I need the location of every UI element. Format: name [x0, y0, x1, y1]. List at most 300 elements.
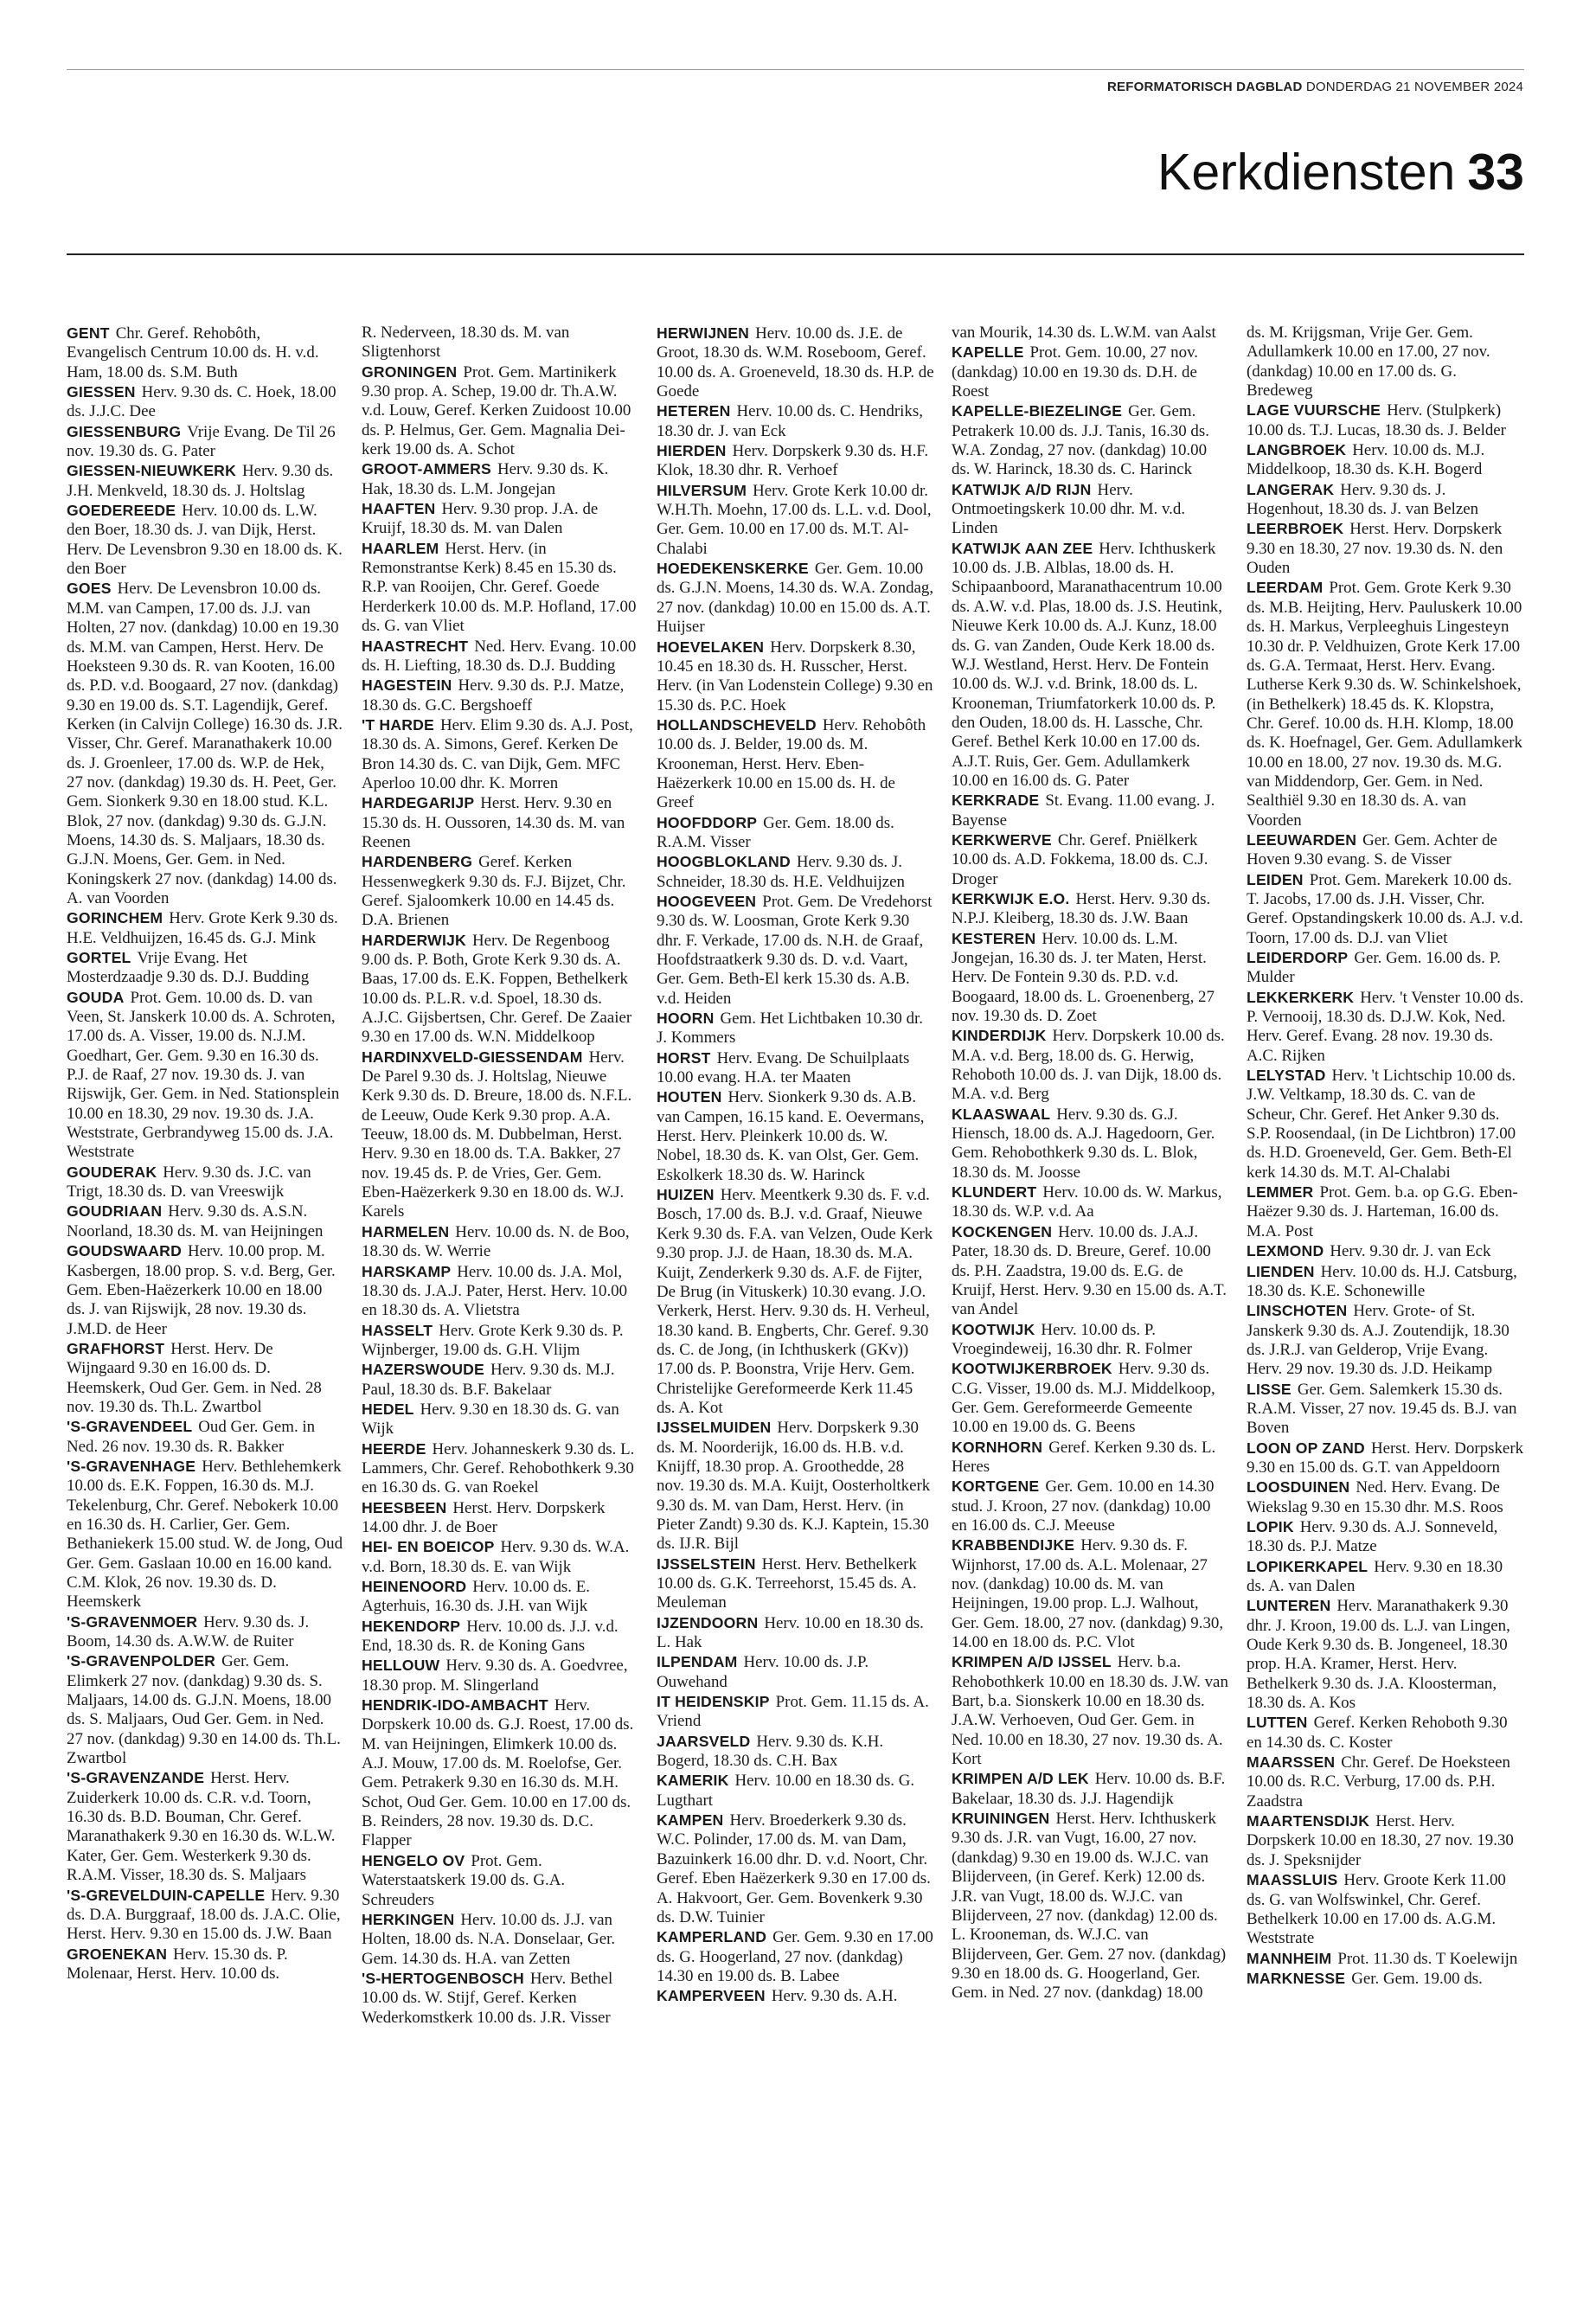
service-entry: [657, 1732, 934, 1772]
service-entry: [1247, 1811, 1524, 1870]
service-entry: [952, 1535, 1229, 1652]
service-entry: [952, 1183, 1229, 1222]
service-entry: [952, 791, 1229, 830]
service-entry: [657, 892, 934, 1009]
service-details: Ger. Gem. 10.00 en 14.30 stud. J. Kroon, 27 nov. (dankdag) 10.00 en 16.00 ds. C.J. Meeuse: [952, 1477, 1215, 1535]
place-name: GROOT-AMMERS: [362, 460, 491, 478]
service-details: Herv. Ontmoetingskerk 10.00 dhr. M. v.d. Linden: [952, 480, 1186, 538]
column-5: [1247, 324, 1524, 1989]
place-name: HOOGBLOKLAND: [657, 853, 791, 871]
service-entry: [362, 499, 639, 539]
service-entry: [362, 1439, 639, 1498]
service-entry: [362, 1969, 639, 2028]
service-details: Herv. 10.00 ds. P. Vroegindeweij, 16.30 dhr. R. Folmer: [952, 1320, 1192, 1358]
place-name: 'T HARDE: [362, 715, 434, 734]
service-details: Herv. 9.30 ds. M.J. Paul, 18.30 ds. B.F. Bakelaar: [362, 1361, 615, 1399]
service-entry: [67, 1886, 344, 1945]
place-name: 'S-GRAVENZANDE: [67, 1769, 205, 1787]
service-entry: [362, 1048, 639, 1222]
place-name: IJSSELMUIDEN: [657, 1419, 772, 1437]
service-entry: [1247, 401, 1524, 440]
service-details: Prot. Gem. 11.15 ds. A. Vriend: [657, 1693, 929, 1731]
service-details: Ger. Gem. 10.00 ds. G.J.N. Moens, 14.30 ds. W.A. Zondag, 27 nov. (dankdag) 10.00 en 15.00 ds. A.T. Huijser: [657, 560, 934, 637]
place-name: KORTGENE: [952, 1477, 1040, 1496]
service-entry: [657, 1692, 934, 1732]
service-entry: [362, 1656, 639, 1695]
service-entry: [1247, 1517, 1524, 1557]
service-details: Herv. De Regenboog 9.00 ds. P. Both, Grote Kerk 9.30 ds. A. Baas, 17.00 ds. E.K. Foppen, Bethelkerk 10.00 ds. P.L.R. v.d. Spoel, 18.30 ds. A.J.C. Gijsbertsen, Chr. Geref. De Zaaier 9.30 en 17.00 ds. W.N. Middelkoop: [362, 931, 632, 1047]
service-details: Herv. Grote Kerk 9.30 ds. H.E. Veldhuijzen, 16.45 ds. G.J. Mink: [67, 909, 338, 947]
service-details: Ger. Gem. Salemkerk 15.30 ds. R.A.M. Visser, 27 nov. 19.45 ds. B.J. van Boven: [1247, 1380, 1517, 1438]
place-name: GOES: [67, 580, 112, 598]
service-entry: [1247, 324, 1524, 401]
place-name: IT HEIDENSKIP: [657, 1693, 770, 1711]
place-name: HUIZEN: [657, 1186, 715, 1204]
place-name: KATWIJK A/D RIJN: [952, 480, 1092, 498]
service-details: Herv. 9.30 ds. F. Wijnhorst, 17.00 ds. A.L. Molenaar, 27 nov. (dankdag) 10.00 ds. M. van Heijningen, 19.00 prop. L.J. Walhout, Ger. Gem. 18.00, 27 nov. (dankdag) 9.30, 14.00 en 18.00 ds. P.C. Vlot: [952, 1536, 1224, 1652]
service-entry: [362, 324, 639, 362]
place-name: LISSE: [1247, 1380, 1292, 1398]
service-details: Herv. Grote Kerk 10.00 dr. W.H.Th. Moehn, 17.00 ds. L.L. v.d. Dool, Ger. Gem. 10.00 en 17.00 ds. M.T. Al-Chalabi: [657, 481, 932, 558]
service-entry: [1247, 1066, 1524, 1183]
service-entry: [657, 324, 934, 401]
service-details: Herv. De Levensbron 10.00 ds. M.M. van Campen, 17.00 ds. J.J. van Holten, 27 nov. (dankdag) 10.00 en 19.30 ds. M.M. van Campen, Herst. Herv. De Hoeksteen 9.30 ds. R. van Kooten, 16.00 ds. P.D. v.d. Boogaard, 27 nov. (dankdag) 9.30 en 19.00 ds. S.T. Lagendijk, Geref. Kerken (in Calvijn College) 16.30 ds. J.R. Visser, Chr. Geref. Maranathakerk 10.00 ds. J. Groenleer, 17.00 ds. W.P. de Hek, 27 nov. (dankdag) 19.30 ds. H. Peet, Ger. Gem. Sionkerk 9.30 en 18.00 stud. K.L. Blok, 27 nov. (dankdag) 9.30 ds. G.J.N. Moens, 14.30 ds. S. Maljaars, 18.30 ds. G.J.N. Moens, Ger. Gem. in Ned. Koningskerk 27 nov. (dankdag) 14.00 ds. A. van Voorden: [67, 580, 343, 907]
newspaper-name: REFORMATORISCH DAGBLAD: [1106, 80, 1303, 94]
service-entry: [1247, 1262, 1524, 1302]
section-title: Kerkdiensten: [1157, 144, 1456, 201]
place-name: HETEREN: [657, 402, 731, 420]
service-entry: [67, 1651, 344, 1768]
place-name: HEINENOORD: [362, 1578, 467, 1595]
place-name: LEERBROEK: [1247, 520, 1344, 538]
service-entry: [952, 1477, 1229, 1535]
service-details: Vrije Evang. Het Mosterdzaadje 9.30 ds. D.J. Budding: [67, 949, 310, 987]
service-details: Prot. Gem. Martinikerk 9.30 prop. A. Schep, 19.00 dr. Th.A.W. v.d. Louw, Geref. Kerken Zuidoost 10.00 ds. P. Helmus, Ger. Gem. Magnalia Dei-kerk 19.00 ds. A. Schot: [362, 362, 631, 459]
service-entry: [1247, 1241, 1524, 1261]
service-entry: [952, 1026, 1229, 1104]
place-name: KAMERIK: [657, 1772, 729, 1790]
service-details: Herv. Sionkerk 9.30 ds. A.B. van Campen, 16.15 kand. E. Oevermans, Herst. Herv. Pleinkerk 10.00 ds. W. Nobel, 18.30 ds. K. van Olst, Ger. Gem. Eskolkerk 18.30 ds. W. Harinck: [657, 1088, 925, 1184]
place-name: KRIMPEN A/D IJSSEL: [952, 1653, 1112, 1671]
place-name: GIESSENBURG: [67, 422, 182, 440]
service-details: Herv. Grote- of St. Janskerk 9.30 ds. A.J. Zoutendijk, 18.30 ds. J.R.J. van Gelderop, Vrije Evang. Herv. 29 nov. 19.30 ds. J.D. Heikamp: [1247, 1302, 1509, 1379]
service-entry: [657, 715, 934, 813]
service-entry: [657, 1009, 934, 1048]
place-name: GOUDERAK: [67, 1163, 157, 1181]
service-details: Herv. 10.00 ds. J.A.J. Pater, 18.30 ds. D. Breure, Geref. 10.00 ds. P.H. Zaadstra, 19.00 ds. E.G. de Kruijf, Herst. Herv. 9.30 en 15.00 ds. A.T. van Andel: [952, 1222, 1227, 1319]
service-details: Herv. Dorpskerk 9.30 ds. H.F. Klok, 18.30 dhr. R. Verhoef: [657, 442, 929, 480]
service-entry: [952, 1438, 1229, 1477]
service-details: Herv. 9.30 ds. J.H. Menkveld, 18.30 ds. J. Holtslag: [67, 462, 334, 500]
service-entry: [67, 1945, 344, 1984]
service-details: Herv. Rehobôth 10.00 ds. J. Belder, 19.00 ds. M. Krooneman, Herst. Herv. Eben-Haëzerkerk 10.00 en 15.00 ds. H. de Greef: [657, 715, 926, 812]
service-details: Herv. Dorpskerk 9.30 ds. M. Noorderijk, 16.00 ds. H.B. v.d. Knijff, 18.30 prop. A. Groothedde, 28 nov. 19.30 ds. M.A. Kuijt, Oosterholtkerk 9.30 ds. M. van Dam, Herst. Herv. (in Pieter Zandt) 9.30 ds. K.J. Kaptein, 15.30 ds. IJ.R. Bijl: [657, 1419, 931, 1554]
service-details: Herv. Broederkerk 9.30 ds. W.C. Polinder, 17.00 ds. M. van Dam, Bazuinkerk 16.00 dhr. D. v.d. Noort, Chr. Geref. Eben Haëzerkerk 9.30 en 17.00 ds. A. Hakvoort, Ger. Gem. Bovenkerk 9.30 ds. D.W. Tuinier: [657, 1811, 931, 1926]
service-details: Herv. 9.30 ds. A. Goedvree, 18.30 prop. M. Slingerland: [362, 1657, 628, 1695]
place-name: 'S-GRAVENHAGE: [67, 1457, 196, 1475]
service-entry: [952, 1652, 1229, 1769]
service-entry: [657, 1554, 934, 1613]
service-details: Geref. Kerken 9.30 ds. L. Heres: [952, 1438, 1216, 1476]
service-entry: [657, 852, 934, 892]
place-name: HAAFTEN: [362, 500, 436, 518]
place-name: KAMPERVEEN: [657, 1987, 766, 2005]
place-name: LUNTEREN: [1247, 1597, 1331, 1615]
service-entry: [952, 1105, 1229, 1183]
service-details: Herv. Bethel 10.00 ds. W. Stijf, Geref. Kerken Wederkomstkerk 10.00 ds. J.R. Visser: [362, 1969, 613, 2027]
service-entry: [952, 324, 1229, 343]
service-entry: [67, 1768, 344, 1885]
place-name: KORNHORN: [952, 1438, 1043, 1456]
service-entry: [1247, 1380, 1524, 1439]
service-entry: [657, 1927, 934, 1986]
service-entry: [67, 461, 344, 501]
place-name: HEI- EN BOEICOP: [362, 1538, 495, 1556]
place-name: GOUDSWAARD: [67, 1242, 182, 1260]
place-name: MAARTENSDIJK: [1247, 1812, 1370, 1830]
service-entry: [362, 637, 639, 676]
service-details: Herv. Groote Kerk 11.00 ds. G. van Wolfswinkel, Chr. Geref. Bethelkerk 10.00 en 17.00 ds. A.G.M. Weststrate: [1247, 1871, 1506, 1948]
service-entry: [67, 1202, 344, 1241]
service-details: Herv. 10.00 en 18.30 ds. G. Lugthart: [657, 1772, 915, 1810]
service-entry: [952, 929, 1229, 1027]
service-details: Herv. 15.30 ds. P. Molenaar, Herst. Herv. 10.00 ds.: [67, 1945, 288, 1983]
place-name: GENT: [67, 324, 110, 342]
service-entry: [362, 1321, 639, 1361]
service-entry: [952, 343, 1229, 401]
service-entry: [1247, 1870, 1524, 1948]
service-entry: [362, 793, 639, 852]
service-details: Herst. Herv. Bethelkerk 10.00 ds. G.K. Terreehorst, 15.45 ds. A. Meuleman: [657, 1554, 917, 1612]
service-entry: [657, 559, 934, 637]
service-details: Herv. 9.30 ds. C.G. Visser, 19.00 ds. M.J. Middelkoop, Ger. Gem. Gereformeerde Gemeente 10.00 en 19.00 ds. G. Beens: [952, 1360, 1215, 1437]
service-entry: [952, 401, 1229, 479]
service-details: Herv. 9.30 ds. G.J. Hiensch, 18.00 ds. A.J. Hagedoorn, Ger. Gem. Rehobothkerk 9.30 ds. L. Blok, 18.30 ds. M. Joosse: [952, 1105, 1215, 1182]
service-details: Prot. Gem. Waterstaatskerk 19.00 ds. G.A. Schreuders: [362, 1851, 566, 1909]
service-entry: [1247, 519, 1524, 578]
service-entry: [1247, 1596, 1524, 1713]
service-entry: [362, 1851, 639, 1910]
service-entry: [362, 1910, 639, 1969]
place-name: KOCKENGEN: [952, 1222, 1053, 1240]
service-details: Herv. 9.30 ds. C. Hoek, 18.00 ds. J.J.C. Dee: [67, 383, 337, 421]
service-entry: [952, 1769, 1229, 1809]
place-name: HEDEL: [362, 1400, 414, 1418]
service-details: van Mourik, 14.30 ds. L.W.M. van Aalst: [952, 324, 1216, 342]
service-details: Herv. 10.00 ds. J.E. de Groot, 18.30 ds. W.M. Roseboom, Geref. 10.00 ds. A. Groeneveld, 18.30 ds. H.P. de Goede: [657, 324, 934, 401]
service-entry: [67, 908, 344, 948]
service-details: Herv. 9.30 en 18.30 ds. G. van Wijk: [362, 1400, 619, 1439]
place-name: HARSKAMP: [362, 1262, 452, 1280]
place-name: HEERDE: [362, 1439, 426, 1458]
service-details: R. Nederveen, 18.30 ds. M. van Sligtenhorst: [362, 324, 570, 362]
service-entry: [362, 931, 639, 1048]
service-entry: [1247, 578, 1524, 830]
service-entry: [67, 948, 344, 988]
place-name: 'S-GRAVENPOLDER: [67, 1652, 216, 1670]
service-entry: [657, 1613, 934, 1653]
place-name: ILPENDAM: [657, 1653, 738, 1671]
service-details: Herst. Herv. 9.30 en 15.30 ds. H. Oussoren, 14.30 ds. M. van Reenen: [362, 794, 625, 851]
place-name: LEEUWARDEN: [1247, 830, 1357, 849]
service-entry: [1247, 480, 1524, 520]
service-details: Herv. 9.30 prop. J.A. de Kruijf, 18.30 ds. M. van Dalen: [362, 500, 599, 538]
place-name: HARMELEN: [362, 1222, 450, 1240]
service-details: Vrije Evang. De Til 26 nov. 19.30 ds. G. Pater: [67, 422, 336, 461]
service-details: Herst. Herv. Dorpskerk 14.00 dhr. J. de Boer: [362, 1498, 606, 1536]
service-details: Herst. Herv. 9.30 ds. N.P.J. Kleiberg, 18.30 ds. J.W. Baan: [952, 889, 1211, 928]
service-details: Herst. Herv. Ichthuskerk 9.30 ds. J.R. van Vugt, 16.00, 27 nov. (dankdag) 9.30 en 19.00 ds. W.J.C. van Blijderveen, (in Geref. Kerk) 12.00 ds. J.R. van Vugt, 18.00 ds. W.J.C. van Blijderveen, 27 nov. (dankdag) 12.00 ds. L. Krooneman, ds. W.J.C. van Blijderveen, Ger. Gem. 27 nov. (dankdag) 9.30 en 18.00 ds. G. Hoogerland, Ger. Gem. in Ned. 27 nov. (dankdag) 18.00: [952, 1810, 1227, 2003]
place-name: HAASTRECHT: [362, 637, 469, 655]
service-entry: [1247, 1713, 1524, 1753]
service-details: Ned. Herv. Evang. 10.00 ds. H. Liefting, 18.30 ds. D.J. Budding: [362, 637, 637, 675]
service-details: Herv. 9.30 en 18.30 ds. A. van Dalen: [1247, 1557, 1503, 1595]
place-name: MANNHEIM: [1247, 1949, 1332, 1967]
top-rule: [67, 69, 1524, 70]
service-entry: [1247, 988, 1524, 1066]
place-name: KOOTWIJK: [952, 1320, 1035, 1338]
service-entry: [362, 1222, 639, 1262]
place-name: LELYSTAD: [1247, 1067, 1326, 1085]
service-entry: [1247, 1183, 1524, 1241]
place-name: HAZERSWOUDE: [362, 1361, 484, 1379]
place-name: GIESSEN: [67, 383, 136, 401]
service-entry: [657, 1811, 934, 1927]
service-details: Herv. b.a. Rehobothkerk 10.00 en 18.30 ds. J.W. van Bart, b.a. Sionskerk 10.00 en 18.30 ds. J.A.W. Verhoeven, Oud Ger. Gem. in Ned. 10.00 en 18.30, 27 nov. 19.30 ds. A. Kort: [952, 1653, 1228, 1769]
service-entry: [657, 1087, 934, 1185]
service-details: Herv. 10.00 ds. J.J. van Holten, 18.00 ds. N.A. Donselaar, Ger. Gem. 14.30 ds. H.A. van Zetten: [362, 1910, 616, 1968]
service-entry: [362, 362, 639, 460]
place-name: IJZENDOORN: [657, 1613, 759, 1631]
place-name: LOPIK: [1247, 1517, 1294, 1535]
place-name: LEMMER: [1247, 1183, 1314, 1202]
service-entry: [362, 852, 639, 930]
service-details: Herv. 10.00 ds. L.W. den Boer, 18.30 ds. J. van Dijk, Herst. Herv. De Levensbron 9.30 en 18.00 ds. K. den Boer: [67, 502, 343, 579]
service-entry: [1247, 1439, 1524, 1478]
service-details: Oud Ger. Gem. in Ned. 26 nov. 19.30 ds. R. Bakker: [67, 1418, 316, 1456]
service-entry: [67, 324, 344, 382]
place-name: 'S-GREVELDUIN-CAPELLE: [67, 1886, 266, 1904]
place-name: GORTEL: [67, 949, 131, 966]
service-details: Herv. Maranathakerk 9.30 dhr. J. Kroon, 19.00 ds. L.J. van Lingen, Oude Kerk 9.30 ds. B. Jongeneel, 18.30 prop. H.A. Kramer, Herst. Herv. Bethelkerk 9.30 ds. J.A. Kloosterman, 18.30 ds. A. Kos: [1247, 1597, 1510, 1713]
service-entry: [362, 459, 639, 499]
place-name: HARDERWIJK: [362, 931, 466, 949]
place-name: KRABBENDIJKE: [952, 1536, 1075, 1554]
service-entry: [362, 1537, 639, 1577]
place-name: MAARSSEN: [1247, 1753, 1336, 1772]
place-name: KOOTWIJKERBROEK: [952, 1360, 1112, 1378]
place-name: HARDENBERG: [362, 853, 473, 871]
place-name: IJSSELSTEIN: [657, 1554, 756, 1573]
place-name: HOLLANDSCHEVELD: [657, 715, 817, 734]
service-details: Herv. Dorpskerk 8.30, 10.45 en 18.30 ds. H. Russcher, Herst. Herv. (in Van Lodenstein College) 9.30 en 15.30 ds. P.C. Hoek: [657, 638, 933, 715]
service-details: Herst. Herv. Dorpskerk 10.00 en 18.30, 27 nov. 19.30 ds. J. Speksnijder: [1247, 1812, 1514, 1869]
service-details: Herst. Herv. Dorpskerk 9.30 en 18.30, 27 nov. 19.30 ds. N. den Ouden: [1247, 520, 1503, 578]
service-entry: [67, 1241, 344, 1339]
service-entry: [952, 539, 1229, 791]
place-name: HENDRIK-IDO-AMBACHT: [362, 1696, 548, 1715]
service-entry: [657, 481, 934, 559]
service-details: Herv. 't Venster 10.00 ds. P. Vernooij, 18.30 ds. D.J.W. Kok, Ned. Herv. Geref. Evang. 28 nov. 19.30 ds. A.C. Rijken: [1247, 988, 1524, 1065]
service-details: Herv. Grote Kerk 9.30 ds. P. Wijnberger, 19.00 ds. G.H. Vlijm: [362, 1321, 624, 1359]
service-details: Chr. Geref. Pniëlkerk 10.00 ds. A.D. Fokkema, 18.00 ds. C.J. Droger: [952, 830, 1208, 888]
service-entry: [657, 1048, 934, 1088]
service-details: ds. M. Krijgsman, Vrije Ger. Gem. Adullamkerk 10.00 en 17.00, 27 nov. (dankdag) 10.00 en 17.00 ds. G. Bredeweg: [1247, 324, 1490, 401]
place-name: HERWIJNEN: [657, 324, 750, 342]
place-name: GOUDA: [67, 988, 125, 1006]
column-2: [362, 324, 639, 2028]
service-entry: [952, 889, 1229, 929]
service-entry: [952, 480, 1229, 539]
service-details: Herv. 9.30 ds. K.H. Bogerd, 18.30 ds. C.H. Bax: [657, 1732, 884, 1771]
place-name: LEKKERKERK: [1247, 988, 1355, 1006]
service-details: Herv. Dorpskerk 10.00 ds. G.J. Roest, 17.00 ds. M. van Heijningen, Elimkerk 10.00 ds. A.J. Mouw, 17.00 ds. M. Roelofse, Ger. Gem. Petrakerk 9.30 en 16.30 ds. M.H. Schot, Oud Ger. Gem. 10.00 en 17.00 ds. B. Reinders, 28 nov. 19.30 ds. D.C. Flapper: [362, 1696, 634, 1850]
service-entry: [362, 1695, 639, 1851]
place-name: HELLOUW: [362, 1657, 440, 1675]
service-entry: [1247, 830, 1524, 870]
section-header: [1157, 144, 1524, 201]
place-name: MAASSLUIS: [1247, 1871, 1338, 1889]
service-details: Prot. Gem. De Vredehorst 9.30 ds. W. Loosman, Grote Kerk 9.30 dhr. F. Verkade, 17.00 ds. N.H. de Graaf, Hoofdstraatkerk 9.30 ds. D. v.d. Vaart, Ger. Gem. Beth-El kerk 15.30 ds. A.B. v.d. Heiden: [657, 892, 933, 1008]
service-entry: [1247, 870, 1524, 948]
service-details: Herv. 9.30 ds. J. Schneider, 18.30 ds. H.E. Veldhuijzen: [657, 853, 905, 891]
service-entry: [67, 1612, 344, 1652]
service-entry: [657, 1185, 934, 1418]
service-entry: [67, 988, 344, 1163]
service-entry: [67, 422, 344, 462]
service-details: Herv. 10.00 prop. M. Kasbergen, 18.00 prop. S. v.d. Berg, Ger. Gem. Eben-Haëzerkerk 10.00 en 18.00 ds. J. van Rijswijk, 28 nov. 19.30 ds. J.M.D. de Heer: [67, 1242, 336, 1338]
service-entry: [1247, 948, 1524, 988]
service-details: Geref. Kerken Hessenwegkerk 9.30 ds. F.J. Bijzet, Chr. Geref. Sjaloomkerk 10.00 en 14.45 ds. D.A. Brienen: [362, 853, 626, 930]
service-entry: [657, 1986, 934, 2006]
place-name: LOOSDUINEN: [1247, 1478, 1350, 1497]
service-entry: [952, 1809, 1229, 2003]
place-name: HENGELO OV: [362, 1851, 465, 1869]
service-entry: [362, 1498, 639, 1538]
service-details: Herv. Ichthuskerk 10.00 ds. J.B. Alblas, 18.00 ds. H. Schipaanboord, Maranathacentrum 10.00 ds. A.W. v.d. Plas, 18.00 ds. J.S. Heutink, Nieuwe Kerk 10.00 ds. A.J. Kunz, 18.00 ds. G. van Zanden, Oude Kerk 18.00 ds. W.J. Westland, Herst. Herv. De Fontein 10.00 ds. W.J. v.d. Brink, 18.00 ds. L. Krooneman, Triumfatorkerk 10.00 ds. P. den Ouden, 18.00 ds. H. Lassche, Chr. Geref. Bethel Kerk 10.00 en 17.00 ds. A.J.T. Ruis, Ger. Gem. Adullamkerk 10.00 en 16.00 ds. G. Pater: [952, 539, 1222, 790]
service-details: Herst. Herv. De Wijngaard 9.30 en 16.00 ds. D. Heemskerk, Oud Ger. Gem. in Ned. 28 nov. 19.30 ds. Th.L. Zwartbol: [67, 1339, 322, 1416]
service-details: Ger. Gem. 18.00 ds. R.A.M. Visser: [657, 813, 894, 851]
place-name: GRAFHORST: [67, 1339, 165, 1357]
place-name: HOUTEN: [657, 1088, 722, 1106]
place-name: KAMPERLAND: [657, 1928, 767, 1946]
service-details: Prot. Gem. Grote Kerk 9.30 ds. M.B. Heijting, Herv. Pauluskerk 10.00 ds. H. Markus, Verpleeghuis Lingesteyn 10.30 dr. P. Veldhuizen, Grote Kerk 17.00 ds. G.A. Termaat, Herst. Herv. Evang. Lutherse Kerk 9.30 ds. W. Schinkelshoek, (in Bethelkerk) 18.45 ds. K. Klopstra, Chr. Geref. 10.00 ds. H.H. Klomp, 18.00 ds. K. Hoefnagel, Ger. Gem. Adullamkerk 10.00 en 18.00, 27 nov. 19.30 ds. M.G. van Middendorp, Ger. Gem. in Ned. Sealthiël 9.30 en 18.30 ds. A. van Voorden: [1247, 579, 1522, 830]
service-details: Herv. 10.00 ds. M.J. Middelkoop, 18.30 ds. K.H. Bogerd: [1247, 441, 1485, 479]
service-details: Herv. (Stulpkerk) 10.00 ds. T.J. Lucas, 18.30 ds. J. Belder: [1247, 401, 1506, 439]
place-name: HOEVELAKEN: [657, 638, 765, 656]
service-details: Herv. 9.30 ds. A.J. Sonneveld, 18.30 ds. P.J. Matze: [1247, 1517, 1498, 1556]
service-details: Gem. Het Lichtbaken 10.30 dr. J. Kommers: [657, 1009, 923, 1048]
service-details: Herv. Johanneskerk 9.30 ds. L. Lammers, Chr. Geref. Rehobothkerk 9.30 en 16.30 ds. G. van Roekel: [362, 1439, 635, 1497]
service-details: Geref. Kerken Rehoboth 9.30 en 14.30 ds. C. Koster: [1247, 1714, 1508, 1752]
service-entry: [952, 1222, 1229, 1320]
place-name: HORST: [657, 1048, 711, 1067]
service-entry: [67, 1339, 344, 1417]
place-name: GIESSEN-NIEUWKERK: [67, 462, 236, 480]
place-name: LANGBROEK: [1247, 441, 1347, 459]
place-name: LANGERAK: [1247, 480, 1335, 498]
service-entry: [1247, 440, 1524, 480]
service-details: Herv. 9.30 ds. J. Hogenhout, 18.30 ds. J. van Belzen: [1247, 480, 1479, 519]
place-name: HARDINXVELD-GIESSENDAM: [362, 1048, 583, 1066]
service-entry: [1247, 1477, 1524, 1517]
service-entry: [67, 1163, 344, 1202]
place-name: HAARLEM: [362, 539, 439, 557]
place-name: LUTTEN: [1247, 1714, 1308, 1732]
place-name: LEXMOND: [1247, 1242, 1324, 1260]
column-3: [657, 324, 934, 2007]
place-name: KAMPEN: [657, 1811, 724, 1830]
service-details: Herv. 10.00 en 18.30 ds. L. Hak: [657, 1613, 924, 1652]
service-details: Herv. Meentkerk 9.30 ds. F. v.d. Bosch, 17.00 ds. B.J. v.d. Graaf, Nieuwe Kerk 9.30 ds. F.A. van Velzen, Oude Kerk 9.30 prop. J.J. de Haan, 18.30 ds. M.A. Kuijt, Zenderkerk 9.30 ds. A.F. de Fijter, De Brug (in Vituskerk) 10.30 evang. J.O. Verkerk, Herst. Herv. 9.30 ds. H. Verheul, 18.30 kand. B. Engberts, Chr. Geref. 9.30 ds. C. de Jong, (in Ichthuskerk (GKv)) 17.00 ds. P. Boonstra, Vrije Herv. Gem. Christelijke Gereformeerde Kerk 11.45 ds. A. Kot: [657, 1186, 933, 1417]
church-services-listing: [67, 324, 1524, 2279]
place-name: LOPIKERKAPEL: [1247, 1557, 1368, 1575]
service-entry: [362, 715, 639, 793]
service-details: Herst. Herv. Zuiderkerk 10.00 ds. C.R. v.d. Toorn, 16.30 ds. B.D. Bouman, Chr. Geref. Maranathakerk 9.30 en 16.30 ds. W.L.W. Kater, Ger. Gem. Westerkerk 9.30 ds. R.A.M. Visser, 18.30 ds. S. Maljaars: [67, 1769, 336, 1885]
column-1: [67, 324, 344, 1984]
service-details: Herv. 10.00 ds. L.M. Jongejan, 16.30 ds. J. ter Maten, Herst. Herv. De Fontein 9.30 ds. P.D. v.d. Boogaard, 18.00 ds. L. Groenenberg, 27 nov. 19.30 ds. D. Zoet: [952, 929, 1215, 1026]
service-details: Herv. 10.00 ds. B.F. Bakelaar, 18.30 ds. J.J. Hagendijk: [952, 1770, 1226, 1808]
service-entry: [362, 1360, 639, 1400]
service-entry: [657, 1652, 934, 1692]
service-details: Herv. Evang. De Schuilplaats 10.00 evang. H.A. ter Maaten: [657, 1048, 910, 1087]
service-details: Herv. De Parel 9.30 ds. J. Holtslag, Nieuwe Kerk 9.30 ds. D. Breure, 18.00 ds. N.F.L. de Leeuw, Oude Kerk 9.30 prop. A.A. Teeuw, 18.00 ds. M. Dubbelman, Herst. Herv. 9.30 en 18.00 ds. T.A. Bakker, 27 nov. 19.45 ds. P. de Vries, Ger. Gem. Eben-Haëzerkerk 9.30 en 18.00 ds. W.J. Karels: [362, 1048, 632, 1221]
service-details: Herv. 10.00 ds. W. Markus, 18.30 ds. W.P. v.d. Aa: [952, 1183, 1222, 1221]
service-details: Herv. 't Lichtschip 10.00 ds. J.W. Veltkamp, 18.30 ds. C. van de Scheur, Chr. Geref. Het Anker 9.30 ds. S.P. Roosendaal, (in De Lichtbron) 17.00 ds. H.D. Groeneveld, Ger. Gem. Beth-El kerk 14.30 ds. M.T. Al-Chalabi: [1247, 1067, 1516, 1182]
service-entry: [362, 1262, 639, 1321]
service-entry: [657, 638, 934, 715]
place-name: HEKENDORP: [362, 1617, 461, 1635]
place-name: HOOFDDORP: [657, 813, 758, 831]
place-name: MARKNESSE: [1247, 1969, 1346, 1987]
service-details: Herv. 9.30 ds. P.J. Matze, 18.30 ds. G.C. Bergshoeff: [362, 676, 625, 715]
place-name: KERKWIJK E.O.: [952, 889, 1070, 907]
place-name: KLAASWAAL: [952, 1105, 1051, 1123]
service-entry: [657, 813, 934, 853]
service-details: Ger. Gem. Elimkerk 27 nov. (dankdag) 9.30 ds. S. Maljaars, 14.00 ds. G.J.N. Moens, 18.00 ds. S. Maljaars, Oud Ger. Gem. in Ned. 27 nov. (dankdag) 9.30 en 14.00 ds. Th.L. Zwartbol: [67, 1652, 341, 1768]
service-details: Herv. Bethlehemkerk 10.00 ds. E.K. Foppen, 16.30 ds. M.J. Tekelenburg, Chr. Geref. Nebokerk 10.00 en 16.30 ds. H. Carlier, Ger. Gem. Bethaniekerk 15.00 stud. W. de Jong, Oud Ger. Gem. Gaslaan 10.00 en 16.00 kand. C.M. Klok, 26 nov. 19.30 ds. D. Heemskerk: [67, 1457, 343, 1612]
service-details: Prot. Gem. b.a. op G.G. Eben-Haëzer 9.30 ds. J. Harteman, 16.00 ds. M.A. Post: [1247, 1183, 1518, 1240]
place-name: LEIDERDORP: [1247, 949, 1349, 966]
service-details: Prot. Gem. Marekerk 10.00 ds. T. Jacobs, 17.00 ds. J.H. Visser, Chr. Geref. Opstandingskerk 10.00 ds. A.J. v.d. Toorn, 17.00 ds. D.J. van Vliet: [1247, 870, 1523, 947]
service-entry: [657, 401, 934, 441]
service-details: Prot. Gem. 10.00 ds. D. van Veen, St. Janskerk 10.00 ds. A. Schroten, 17.00 ds. A. Visser, 19.00 ds. N.J.M. Goedhart, Ger. Gem. 9.30 en 16.30 ds. P.J. de Raaf, 27 nov. 19.30 ds. J. van Rijswijk, Ger. Gem. in Ned. Stationsplein 10.00 en 18.30, 29 nov. 19.30 ds. J.A. Weststrate, Gerbrandyweg 15.00 ds. J.A. Weststrate: [67, 988, 340, 1162]
service-entry: [67, 1417, 344, 1457]
place-name: 'S-GRAVENDEEL: [67, 1418, 193, 1436]
place-name: HAGESTEIN: [362, 676, 452, 695]
place-name: KLUNDERT: [952, 1183, 1037, 1202]
service-entry: [952, 830, 1229, 889]
service-entry: [1247, 1969, 1524, 1989]
service-details: Herv. 10.00 ds. H.J. Catsburg, 18.30 ds. K.E. Schonewille: [1247, 1262, 1517, 1300]
service-entry: [1247, 1301, 1524, 1379]
service-entry: [362, 676, 639, 715]
service-details: Herv. 10.00 ds. J.P. Ouwehand: [657, 1653, 869, 1691]
service-entry: [1247, 1949, 1524, 1969]
place-name: GRONINGEN: [362, 362, 458, 381]
place-name: KRUININGEN: [952, 1810, 1050, 1828]
place-name: GROENEKAN: [67, 1945, 168, 1963]
place-name: HARDEGARIJP: [362, 794, 475, 812]
place-name: HIERDEN: [657, 442, 727, 460]
header-rule: [67, 253, 1524, 255]
service-details: Herv. 10.00 ds. J.A. Mol, 18.30 ds. J.A.J. Pater, Herst. Herv. 10.00 en 18.30 ds. A. Vlietstra: [362, 1262, 628, 1320]
service-details: Herv. 9.30 ds. W.A. v.d. Born, 18.30 ds. E. van Wijk: [362, 1538, 630, 1576]
place-name: KINDERDIJK: [952, 1027, 1047, 1045]
service-entry: [952, 1320, 1229, 1360]
place-name: LIENDEN: [1247, 1262, 1315, 1280]
service-details: Ger. Gem. 16.00 ds. P. Mulder: [1247, 949, 1501, 987]
